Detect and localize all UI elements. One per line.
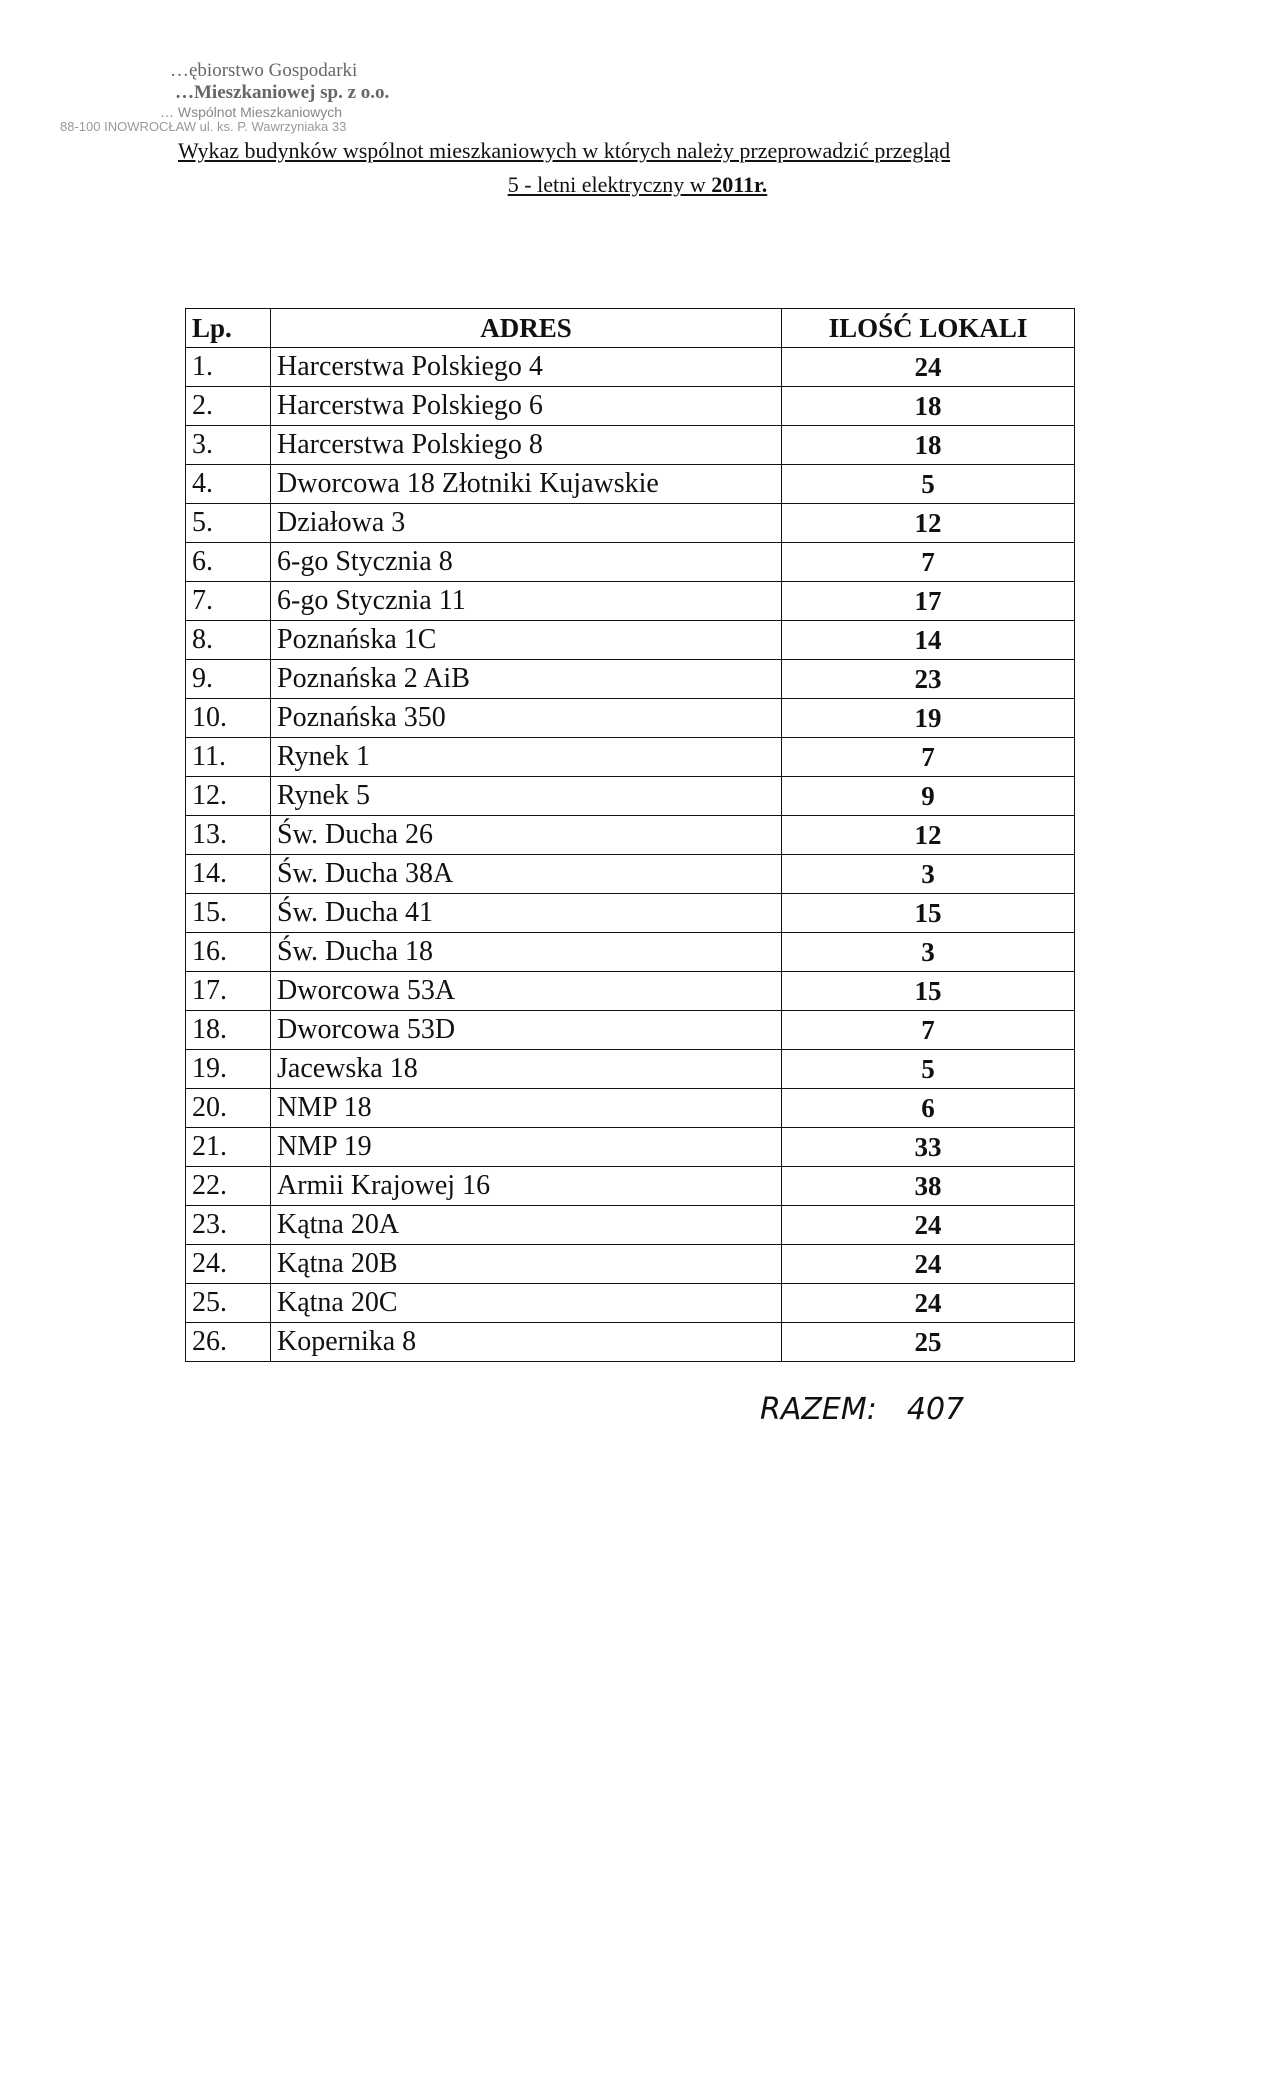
row-count: 9 [782, 777, 1075, 816]
row-number: 1. [186, 348, 271, 387]
row-number: 19. [186, 1050, 271, 1089]
table-row [186, 1050, 1075, 1089]
row-number: 10. [186, 699, 271, 738]
row-count: 15 [782, 894, 1075, 933]
row-number: 2. [186, 387, 271, 426]
row-address: 6-go Stycznia 11 [271, 582, 782, 621]
row-address: Św. Ducha 41 [271, 894, 782, 933]
row-number: 16. [186, 933, 271, 972]
row-address: Poznańska 1C [271, 621, 782, 660]
table-row [186, 855, 1075, 894]
table-row [186, 972, 1075, 1011]
table-row [186, 894, 1075, 933]
row-count: 17 [782, 582, 1075, 621]
row-number: 24. [186, 1245, 271, 1284]
table-row [186, 1011, 1075, 1050]
row-count: 3 [782, 855, 1075, 894]
row-number: 21. [186, 1128, 271, 1167]
row-count: 3 [782, 933, 1075, 972]
table-row [186, 543, 1075, 582]
row-count: 5 [782, 1050, 1075, 1089]
row-number: 5. [186, 504, 271, 543]
row-number: 17. [186, 972, 271, 1011]
row-address: NMP 18 [271, 1089, 782, 1128]
row-address: Rynek 1 [271, 738, 782, 777]
stamp-line: …Mieszkaniowej sp. z o.o. [175, 81, 390, 103]
row-number: 8. [186, 621, 271, 660]
table-row [186, 1167, 1075, 1206]
row-number: 26. [186, 1323, 271, 1362]
row-number: 14. [186, 855, 271, 894]
row-count: 24 [782, 1284, 1075, 1323]
row-number: 11. [186, 738, 271, 777]
table-row [186, 504, 1075, 543]
row-number: 20. [186, 1089, 271, 1128]
table-row [186, 660, 1075, 699]
row-address: Kątna 20A [271, 1206, 782, 1245]
table-row [186, 582, 1075, 621]
row-count: 12 [782, 816, 1075, 855]
row-count: 38 [782, 1167, 1075, 1206]
row-count: 24 [782, 1245, 1075, 1284]
row-number: 7. [186, 582, 271, 621]
row-count: 5 [782, 465, 1075, 504]
stamp-line: … Wspólnot Mieszkaniowych [160, 103, 343, 120]
row-count: 33 [782, 1128, 1075, 1167]
row-count: 18 [782, 387, 1075, 426]
row-number: 3. [186, 426, 271, 465]
row-count: 24 [782, 1206, 1075, 1245]
table-row [186, 1323, 1075, 1362]
row-number: 25. [186, 1284, 271, 1323]
table-row [186, 1089, 1075, 1128]
table-row [186, 777, 1075, 816]
row-count: 25 [782, 1323, 1075, 1362]
total-label: RAZEM: [760, 1392, 877, 1427]
row-address: Św. Ducha 18 [271, 933, 782, 972]
table-row [186, 1284, 1075, 1323]
table-row [186, 1245, 1075, 1284]
row-address: Rynek 5 [271, 777, 782, 816]
row-address: Dworcowa 53A [271, 972, 782, 1011]
table-row [186, 738, 1075, 777]
row-address: Dworcowa 53D [271, 1011, 782, 1050]
row-address: Kopernika 8 [271, 1323, 782, 1362]
table-row [186, 348, 1075, 387]
row-address: Poznańska 2 AiB [271, 660, 782, 699]
row-count: 14 [782, 621, 1075, 660]
row-address: Św. Ducha 38A [271, 855, 782, 894]
row-count: 7 [782, 543, 1075, 582]
table-row [186, 933, 1075, 972]
row-address: Jacewska 18 [271, 1050, 782, 1089]
handwritten-total [760, 1392, 964, 1427]
row-count: 19 [782, 699, 1075, 738]
row-number: 13. [186, 816, 271, 855]
row-address: Działowa 3 [271, 504, 782, 543]
row-number: 18. [186, 1011, 271, 1050]
header-count: ILOŚĆ LOKALI [782, 309, 1075, 348]
row-count: 18 [782, 426, 1075, 465]
row-address: Harcerstwa Polskiego 4 [271, 348, 782, 387]
row-number: 4. [186, 465, 271, 504]
row-count: 23 [782, 660, 1075, 699]
total-value: 407 [906, 1392, 965, 1427]
table-row [186, 465, 1075, 504]
header-lp: Lp. [186, 309, 271, 348]
table-row [186, 621, 1075, 660]
row-number: 22. [186, 1167, 271, 1206]
row-address: Dworcowa 18 Złotniki Kujawskie [271, 465, 782, 504]
table-row [186, 1128, 1075, 1167]
header-address: ADRES [271, 309, 782, 348]
row-count: 6 [782, 1089, 1075, 1128]
row-address: Kątna 20C [271, 1284, 782, 1323]
table-row [186, 699, 1075, 738]
row-address: Armii Krajowej 16 [271, 1167, 782, 1206]
row-number: 9. [186, 660, 271, 699]
row-count: 7 [782, 738, 1075, 777]
row-number: 6. [186, 543, 271, 582]
company-stamp [60, 60, 389, 135]
document-subtitle [0, 172, 1275, 198]
row-count: 15 [782, 972, 1075, 1011]
row-count: 12 [782, 504, 1075, 543]
row-address: Kątna 20B [271, 1245, 782, 1284]
table-row [186, 816, 1075, 855]
stamp-line: …ębiorstwo Gospodarki [170, 60, 358, 81]
document-title: Wykaz budynków wspólnot mieszkaniowych w których należy przeprowadzić przegląd [178, 138, 951, 163]
row-address: NMP 19 [271, 1128, 782, 1167]
subtitle-text: 5 - letni elektryczny w [507, 172, 712, 197]
row-number: 12. [186, 777, 271, 816]
table-row [186, 387, 1075, 426]
table-header-row [186, 309, 1075, 348]
buildings-table [185, 308, 1075, 1362]
table-row [186, 1206, 1075, 1245]
row-address: Św. Ducha 26 [271, 816, 782, 855]
row-count: 24 [782, 348, 1075, 387]
row-address: 6-go Stycznia 8 [271, 543, 782, 582]
stamp-line: 88-100 INOWROCŁAW ul. ks. P. Wawrzyniaka 33 [60, 118, 347, 134]
row-number: 15. [186, 894, 271, 933]
row-address: Harcerstwa Polskiego 8 [271, 426, 782, 465]
row-count: 7 [782, 1011, 1075, 1050]
row-address: Poznańska 350 [271, 699, 782, 738]
table-row [186, 426, 1075, 465]
subtitle-year: 2011r. [711, 172, 768, 197]
row-address: Harcerstwa Polskiego 6 [271, 387, 782, 426]
row-number: 23. [186, 1206, 271, 1245]
